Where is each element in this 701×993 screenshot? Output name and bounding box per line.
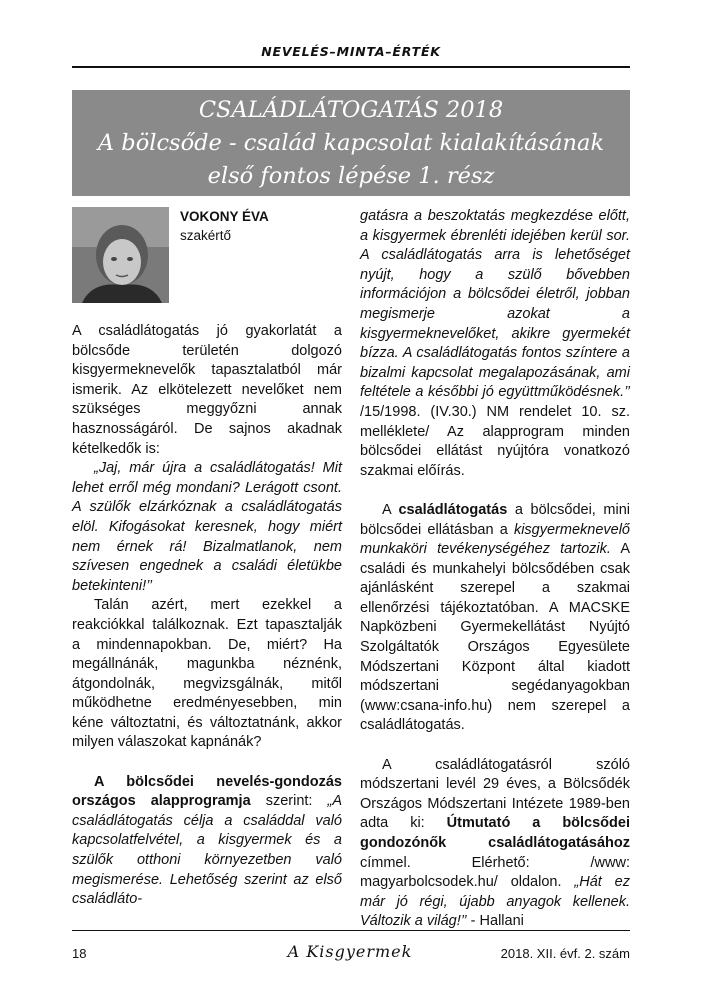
author-role: szakértő (180, 228, 232, 243)
quote-text: „Hát ez már jó régi, újabb anyagok kellenek. Változik a világ!’’ (360, 874, 630, 930)
paragraph (360, 207, 630, 481)
program-name: A bölcsődei nevelés-gondozás országos alapprogramja (72, 773, 342, 810)
author-name: VOKONY ÉVA (180, 209, 269, 224)
title-line-3: első fontos lépése 1. rész (207, 163, 495, 189)
header-rule (72, 66, 630, 68)
paragraph (360, 501, 630, 736)
italic-term: kisgyermeknevelő munkaköri tevékenységéhez tartozik. (360, 521, 630, 558)
text-span: A (382, 501, 399, 518)
issue-info: 2018. XII. évf. 2. szám (500, 946, 630, 961)
journal-name: A Kisgyermek (287, 942, 413, 961)
citation-text: gatásra a beszoktatás megkezdése előtt, a kisgyermek ébrenléti idejében kerül sor. A családlátogatás arra is lehetőséget nyújt, hogy a szülő bővebben információjon a bölcsődei életről, jobban megismerje azokat a kisgyermeknevelőket, akikre gyermekét bízza. A családlátogatás fontos színtere a bizalmi kapcsolat megalapozásának, ami feltétele a későbbi jó együttműködésnek.’’ (360, 208, 630, 401)
text-span: címmel. Elérhető: /www: magyarbolcsodek.hu/ oldalon. (360, 854, 630, 891)
footer-rule (72, 930, 630, 931)
page-number: 18 (72, 946, 87, 961)
bold-term: családlátogatás (398, 501, 508, 518)
running-header: NEVELÉS–MINTA–ÉRTÉK (261, 44, 441, 59)
bold-term: Útmutató a bölcsődei gondozónők családlátogatásához (360, 815, 630, 851)
author-block (180, 207, 269, 245)
quote-text: „Jaj, már újra a családlátogatás! Mit lehet erről még mondani? Lerágott csont. A szülők elzárkóznak a családlátogatás elöl. Kifogásokat keresnek, hogy miért nem érnek rá! Bizalmatlanok, nem szívesen engednek a családi életükbe betekinteni!’’ (72, 460, 342, 594)
left-column (72, 322, 342, 910)
text-span: A családlátogatásról szóló módszertani levél 29 éves, a Bölcsődék Országos Módszertani Intézete 1989-ben adta ki: (360, 756, 630, 832)
text-span: /15/1998. (IV.30.) NM rendelet 10. sz. melléklete/ Az alapprogram minden bölcsődei ellátást nyújtóra vonatkozó szakmai előírás. (360, 403, 630, 479)
title-line-1: CSALÁDLÁTOGATÁS 2018 (198, 97, 504, 123)
quote-paragraph (72, 459, 342, 596)
title-line-2: A bölcsőde - család kapcsolat kialakításának (97, 130, 605, 156)
article-title-box (72, 90, 630, 196)
text-span: szerint: (250, 793, 328, 810)
paragraph: Talán azért, mert ezekkel a reakciókkal találkoznak. Ezt tapasztalják a mindennapokban. De, miért? Ha megállnánák, magunkba néznénk, átgondolnák, megvizsgálnák, mitől működhetne eredményesebben, min kéne változtatni, és változtatnánk, akkor milyen válaszokat kapnánák? (72, 597, 342, 751)
paragraph (72, 773, 342, 910)
right-column (360, 207, 630, 932)
text-span: - Hallani (466, 913, 524, 930)
paragraph: A családlátogatás jó gyakorlatát a bölcsőde területén dolgozó kisgyermeknevelők tapasztalatból már ismerik. Az elkötelezett nevelőket nem szükséges meggyőzni annak hasznosságáról. De sajnos akadnak kételkedők is: (72, 323, 342, 457)
text-span: a bölcsődei, mini bölcsődei ellátásban a (360, 501, 630, 538)
paragraph (360, 756, 630, 932)
text-span: A családi és munkahelyi bölcsődében csak ajánlásként szerepel a szakmai ellenőrzési tájékoztatóban. A MACSKE Napközbeni Gyermekellátást Nyújtó Szolgáltatók Országos Egyesülete Módszertani Központ által kiadott módszertani segédanyagokban (www:csana-info.hu) nem szerepel a családlátogatás. (360, 541, 630, 734)
citation-text: „A családlátogatás célja a családdal való kapcsolatfelvétel, a kisgyermek és a szülők otthoni környezetben való megismerése. Lehetőség szerint az első családláto- (72, 793, 342, 908)
author-photo (72, 207, 169, 303)
